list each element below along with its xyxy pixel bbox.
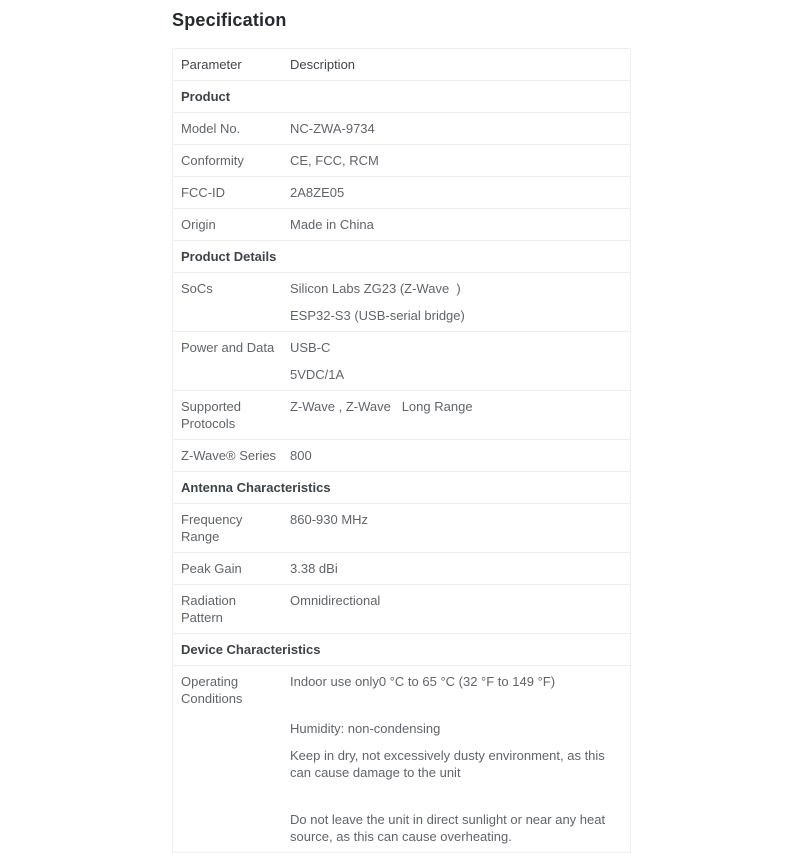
description-paragraph: 3.38 dBi — [290, 561, 338, 576]
param-cell: Origin — [181, 217, 216, 232]
description-paragraph: 5VDC/1A — [290, 367, 345, 382]
description-cell — [282, 440, 630, 471]
description-cell — [282, 666, 630, 852]
param-cell: Supported Protocols — [181, 399, 241, 431]
param-cell: Frequency Range — [181, 512, 243, 544]
description-paragraph: CE, FCC, RCM — [290, 153, 379, 168]
table-section-row — [172, 471, 631, 504]
table-row — [172, 439, 631, 472]
table-row — [172, 176, 631, 209]
table-row — [172, 503, 631, 553]
table-row — [172, 390, 631, 440]
description-cell — [282, 113, 630, 144]
param-cell: Model No. — [181, 121, 241, 136]
description-cell — [282, 209, 630, 240]
specification-section — [172, 8, 631, 853]
description-paragraph: Omnidirectional — [290, 593, 381, 608]
table-body — [172, 80, 631, 853]
param-cell: Operating Conditions — [181, 674, 243, 706]
description-paragraph: Made in China — [290, 217, 374, 232]
param-cell: Z-Wave® Series — [181, 448, 277, 463]
table-row — [172, 331, 631, 391]
description-paragraph: Silicon Labs ZG23 (Z-Wave ) — [290, 281, 461, 296]
param-cell: Conformity — [181, 153, 244, 168]
table-header-row — [172, 48, 631, 81]
table-section-row — [172, 240, 631, 273]
description-paragraph: Humidity: non-condensing — [290, 721, 441, 736]
column-header-description: Description — [290, 57, 356, 72]
table-row — [172, 112, 631, 145]
description-cell — [282, 553, 630, 584]
specification-table — [172, 48, 631, 853]
section-label: Product Details — [181, 249, 277, 264]
section-label: Product — [181, 89, 231, 104]
table-section-row — [172, 80, 631, 113]
description-paragraph: ESP32-S3 (USB-serial bridge) — [290, 308, 465, 323]
description-cell — [282, 177, 630, 208]
blank-line — [290, 700, 622, 710]
table-row — [172, 665, 631, 853]
param-cell: Power and Data — [181, 340, 275, 355]
table-row — [172, 208, 631, 241]
table-row — [172, 272, 631, 332]
description-paragraph: Do not leave the unit in direct sunlight or near any heat source, as this can cause overheating. — [290, 812, 609, 844]
section-label: Antenna Characteristics — [181, 480, 331, 495]
description-paragraph: Z-Wave , Z-Wave Long Range — [290, 399, 473, 414]
description-cell — [282, 585, 630, 633]
table-section-row — [172, 633, 631, 666]
description-cell — [282, 504, 630, 552]
section-label: Device Characteristics — [181, 642, 321, 657]
page-title: Specification — [172, 10, 287, 30]
description-paragraph: NC-ZWA-9734 — [290, 121, 375, 136]
table-row — [172, 584, 631, 634]
param-cell: SoCs — [181, 281, 213, 296]
param-cell: Radiation Pattern — [181, 593, 236, 625]
description-paragraph: 860-930 MHz — [290, 512, 369, 527]
description-paragraph: 800 — [290, 448, 312, 463]
description-cell — [282, 145, 630, 176]
description-cell — [282, 332, 630, 390]
param-cell: FCC-ID — [181, 185, 226, 200]
table-row — [172, 144, 631, 177]
description-paragraph: 2A8ZE05 — [290, 185, 345, 200]
description-paragraph: Indoor use only0 °C to 65 °C (32 °F to 149 °F) — [290, 674, 556, 689]
param-cell: Peak Gain — [181, 561, 242, 576]
description-paragraph: Keep in dry, not excessively dusty environment, as this can cause damage to the unit — [290, 748, 609, 780]
column-header-parameter: Parameter — [181, 57, 242, 72]
table-row — [172, 552, 631, 585]
description-cell — [282, 273, 630, 331]
description-cell — [282, 391, 630, 439]
description-paragraph: USB-C — [290, 340, 331, 355]
